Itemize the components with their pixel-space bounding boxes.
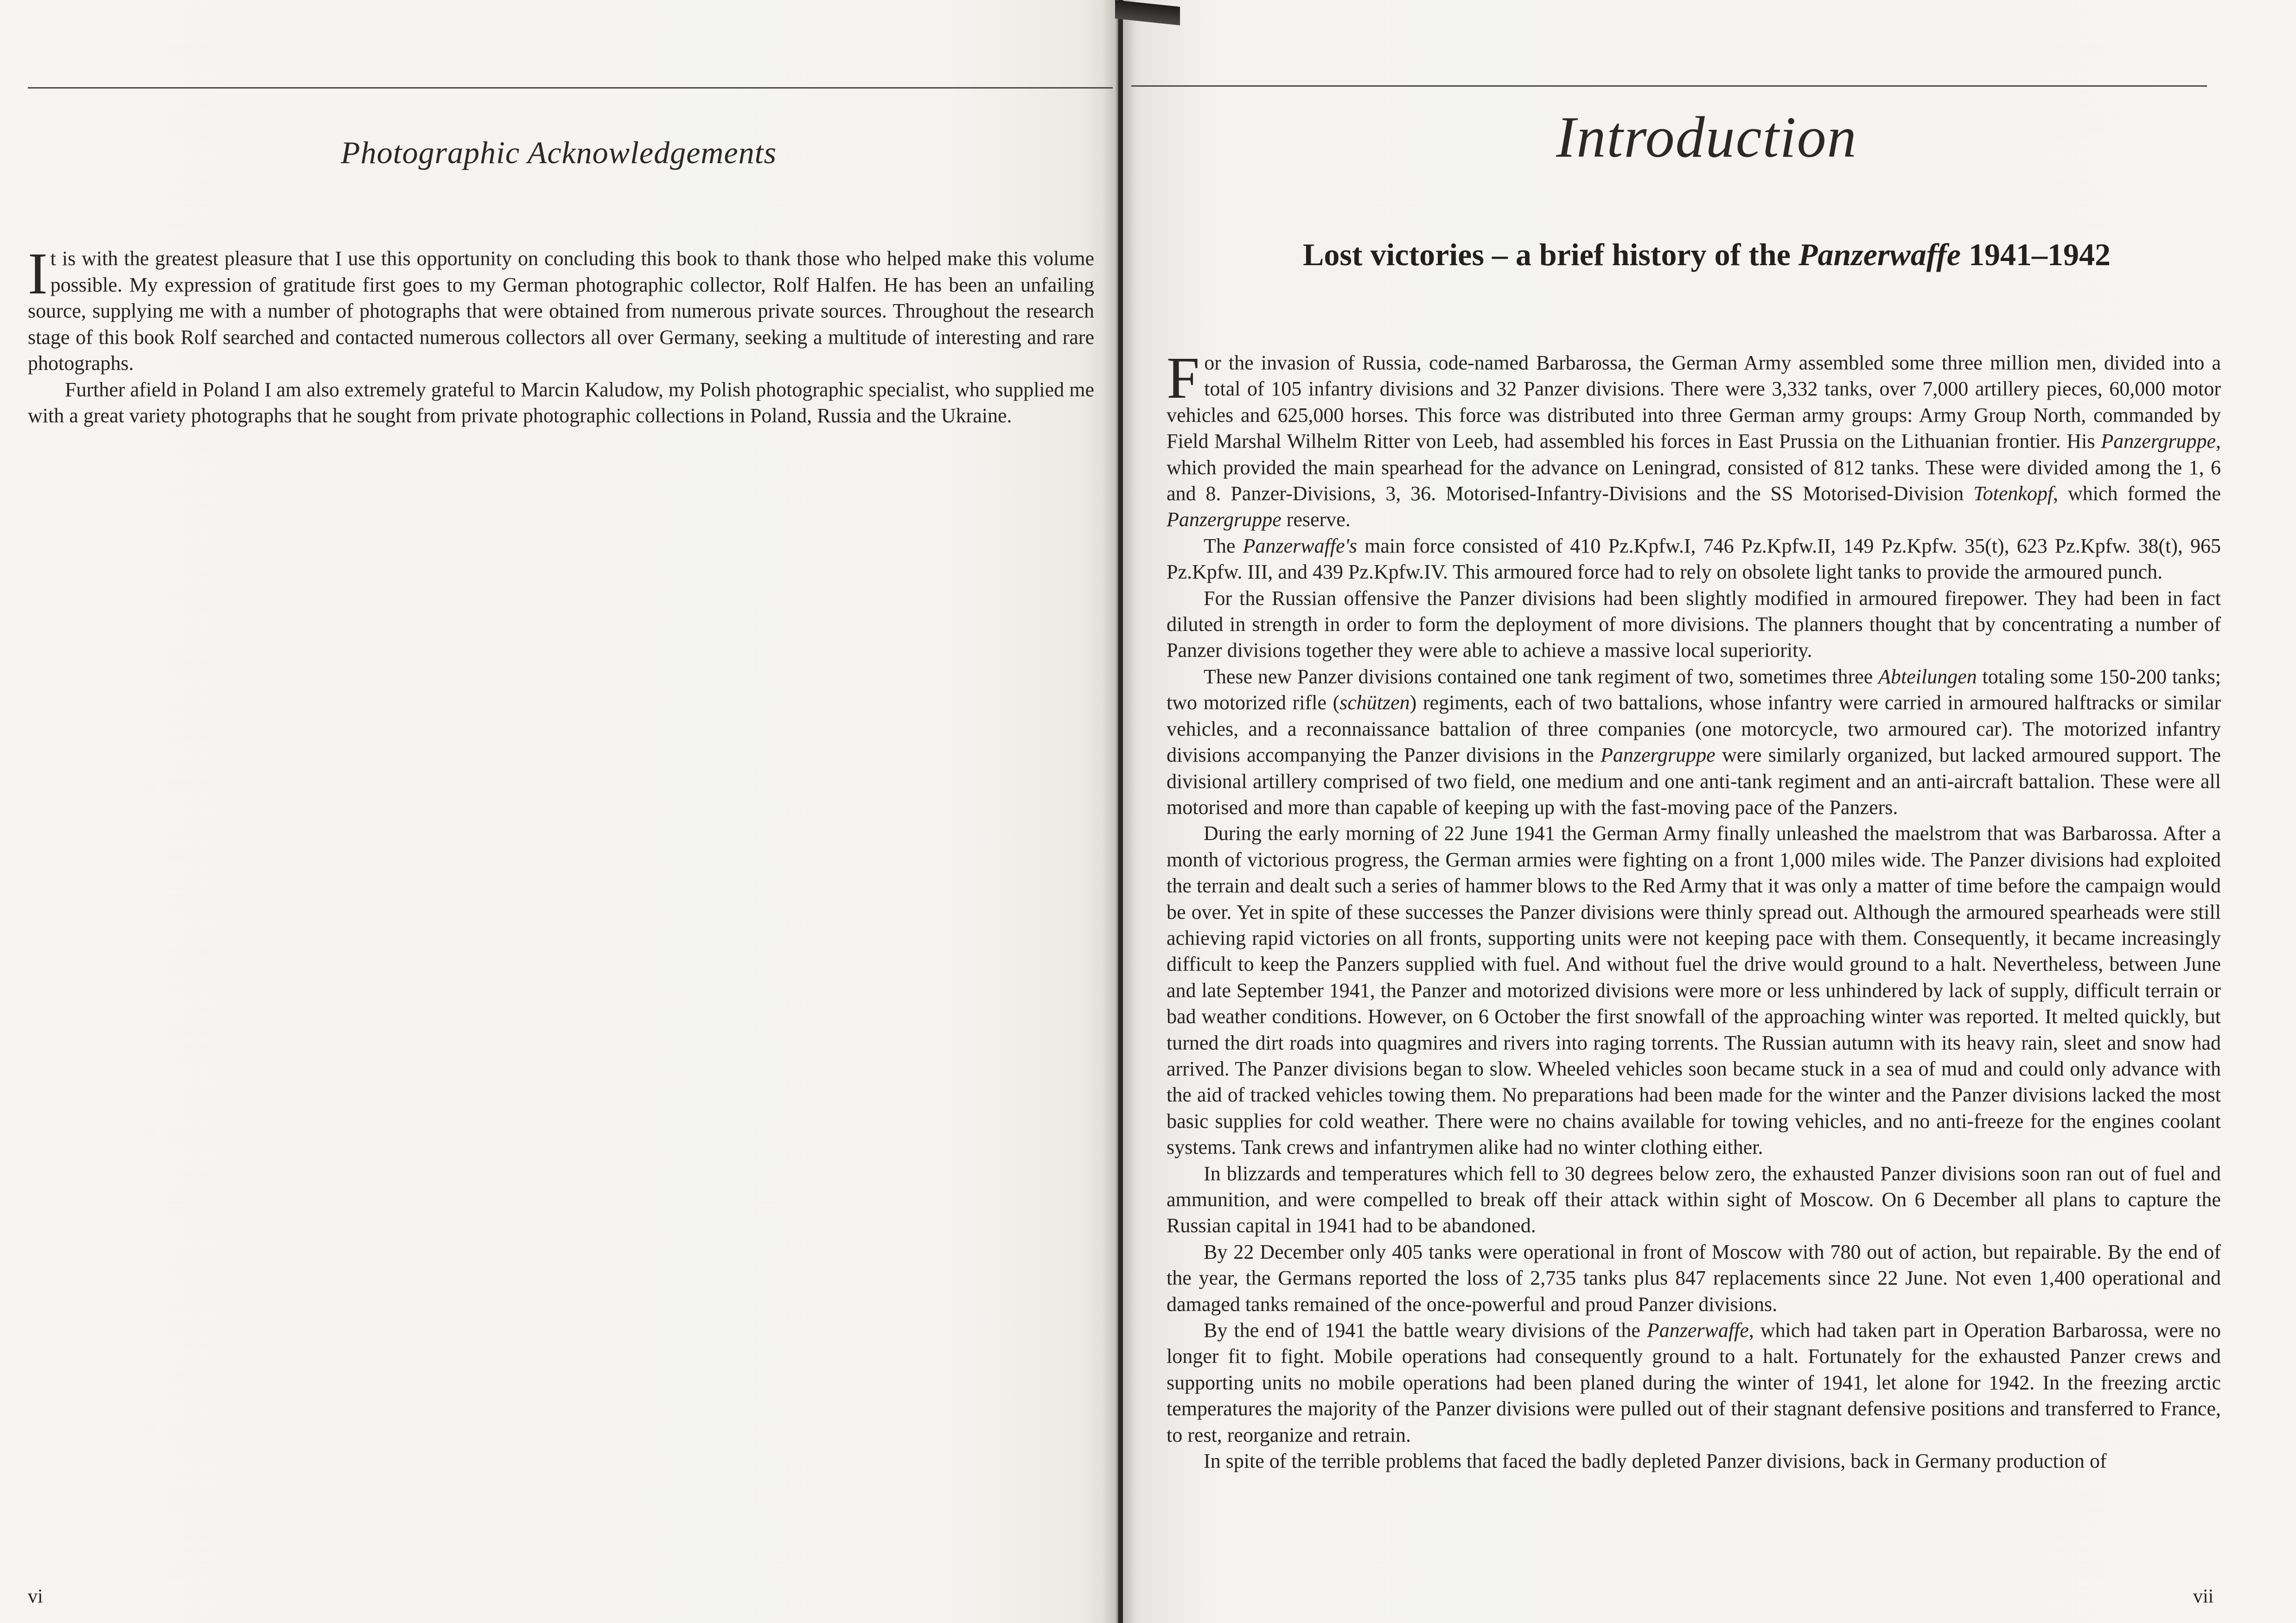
italic-term: Panzerwaffe xyxy=(1646,1319,1749,1342)
text-run: ) regiments, each of two battalions, whose infantry were carried in armoured halftracks or similar vehicles, and a reconnaissance battalion of three companies (one motorcycle, two armoured car). The motorized infantry divisions accompanying the Panzer divisions in the xyxy=(1167,691,2221,767)
italic-term: Abteilungen xyxy=(1878,665,1977,688)
text-run: , which formed the xyxy=(2053,482,2221,505)
intro-paragraph-5: During the early morning of 22 June 1941 the German Army finally unleashed the maelstrom that was Barbarossa. After a month of victorious progress, the German armies were fighting on a front 1,000 miles wide. The Panzer divisions had exploited the terrain and dealt such a series of hammer blows to the Red Army that it was only a matter of time before the campaign would be over. Yet in spite of these successes the Panzer divisions were thinly spread out. Although the armoured spearheads were still achieving rapid victories on all fronts, supporting units were not keeping pace with them. Consequently, it became increasingly difficult to keep the Panzers supplied with fuel. And without fuel the drive would ground to a halt. Nevertheless, between June and late September 1941, the Panzer and motorized divisions were more or less unhindered by lack of supply, difficult terrain or bad weather conditions. However, on 6 October the first snowfall of the approaching winter was reported. It melted quickly, but turned the dirt roads into quagmires and rivers into raging torrents. The Russian autumn with its heavy rain, sleet and snow had arrived. The Panzer divisions began to slow. Wheeled vehicles soon became stuck in a sea of mud and could only advance with the aid of tracked vehicles towing them. No preparations had been made for the winter and the Panzer divisions lacked the most basic supplies for cold weather. There were no chains available for towing vehicles, and no anti-freeze for the engines coolant systems. Tank crews and infantrymen alike had no winter clothing either. xyxy=(1167,822,2221,1159)
text-run: , which had taken part in Operation Barbarossa, were no longer fit to fight. Mobile operations had consequently ground to a halt. Fortunately for the exhausted Panzer crews and supporting units no mobile operations had been planed during the winter of 1941, let alone for 1942. In the freezing arctic temperatures the majority of the Panzer divisions were pulled out of their stagnant defensive positions and transferred to France, to rest, reorganize and retrain. xyxy=(1167,1319,2221,1446)
drop-cap-i: I xyxy=(28,241,48,306)
text-run: These new Panzer divisions contained one tank regiment of two, sometimes three xyxy=(1204,665,1879,688)
text-run: main force consisted of 410 Pz.Kpfw.I, 746 Pz.Kpfw.II, 149 Pz.Kpfw. 35(t), 623 Pz.Kpfw. 38(t), 965 Pz.Kpfw. III, and 439 Pz.Kpfw.IV. This armoured force had to rely on obsolete light tanks to provide the armoured punch. xyxy=(1167,534,2221,584)
intro-paragraph-1 xyxy=(1167,345,2221,533)
acknowledgements-body xyxy=(28,241,1094,429)
chapter-subtitle xyxy=(1117,236,2296,273)
subtitle-text-before: Lost victories – a brief history of the xyxy=(1303,237,1799,272)
text-run: or the invasion of Russia, code-named Barbarossa, the German Army assembled some three million men, divided into a total of 105 infantry divisions and 32 Panzer divisions. There were 3,332 tanks, over 7,000 artillery pieces, 60,000 motor vehicles and 625,000 horses. This force was distributed into three German army groups: Army Group North, commanded by Field Marshal Wilhelm Ritter von Leeb, had assembled his forces in East Prussia on the Lithuanian frontier. His xyxy=(1167,351,2221,453)
intro-paragraph-8 xyxy=(1167,1317,2221,1448)
left-page-title: Photographic Acknowledgements xyxy=(341,135,777,170)
subtitle-italic: Panzerwaffe xyxy=(1798,237,1961,272)
italic-term: Panzergruppe xyxy=(1167,508,1282,531)
page-number-right: vii xyxy=(2193,1586,2214,1607)
acknowledgements-paragraph-2: Further afield in Poland I am also extremely grateful to Marcin Kaludow, my Polish photographic specialist, who supplied me with a great variety photographs that he sought from private photographic collections in Poland, Russia and the Ukraine. xyxy=(28,378,1094,427)
intro-paragraph-2 xyxy=(1167,533,2221,586)
intro-paragraph-4 xyxy=(1167,664,2221,821)
italic-term: Panzergruppe xyxy=(2101,430,2216,453)
text-run: totaling some 150-200 tanks; two motorized rifle ( xyxy=(1167,665,2221,714)
text-run: reserve. xyxy=(1281,508,1351,531)
subtitle-text-after: 1941–1942 xyxy=(1960,237,2111,272)
left-page xyxy=(0,0,1117,1623)
text-run: By the end of 1941 the battle weary divisions of the xyxy=(1204,1319,1647,1342)
italic-term: schützen xyxy=(1339,691,1410,714)
intro-paragraph-9: In spite of the terrible problems that faced the badly depleted Panzer divisions, back in Germany production of xyxy=(1204,1450,2107,1473)
left-header-rule xyxy=(28,87,1113,89)
italic-term: Panzergruppe xyxy=(1601,744,1716,767)
intro-paragraph-3: For the Russian offensive the Panzer divisions had been slightly modified in armoured firepower. They had been in fact diluted in strength in order to form the deployment of more divisions. The planners thought that by concentrating a number of Panzer divisions together they were able to achieve a massive local superiority. xyxy=(1167,586,2221,662)
intro-paragraph-7: By 22 December only 405 tanks were operational in front of Moscow with 780 out of action, but repairable. By the end of the year, the Germans reported the loss of 2,735 tanks plus 847 replacements since 22 June. Not even 1,400 operational and damaged tanks remained of the once-powerful and proud Panzer divisions. xyxy=(1167,1240,2221,1316)
introduction-body xyxy=(1167,345,2221,1474)
text-run: , which provided the main spearhead for the advance on Leningrad, consisted of 812 tanks. These were divided among the 1, 6 and 8. Panzer-Divisions, 3, 36. Motorised-Infantry-Divisions and the SS Motorised-Division xyxy=(1167,430,2221,505)
paragraph-text: t is with the greatest pleasure that I use this opportunity on concluding this book to thank those who helped make this volume possible. My expression of gratitude first goes to my German photographic collector, Rolf Halfen. He has been an unfailing source, supplying me with a number of photographs that were obtained from numerous private sources. Throughout the research stage of this book Rolf searched and contacted numerous collectors all over Germany, seeking a multitude of interesting and rare photographs. xyxy=(28,247,1094,375)
italic-term: Totenkopf xyxy=(1973,482,2054,505)
chapter-title: Introduction xyxy=(1556,105,1857,170)
intro-paragraph-6: In blizzards and temperatures which fell to 30 degrees below zero, the exhausted Panzer divisions soon ran out of fuel and ammunition, and were compelled to break off their attack within sight of Moscow. On 6 December all plans to capture the Russian capital in 1941 had to be abandoned. xyxy=(1167,1162,2221,1237)
page-number-left: vi xyxy=(28,1586,43,1607)
right-header-rule xyxy=(1131,85,2207,87)
text-run: The xyxy=(1204,534,1243,557)
italic-term: Panzerwaffe's xyxy=(1243,534,1358,557)
text-run: were similarly organized, but lacked armoured support. The divisional artillery comprised of two field, one medium and one anti-tank regiment and an anti-aircraft battalion. These were all motorised and more than capable of keeping up with the fast-moving pace of the Panzers. xyxy=(1167,744,2221,819)
acknowledgements-paragraph-1 xyxy=(28,241,1094,377)
drop-cap-f: F xyxy=(1167,345,1200,411)
